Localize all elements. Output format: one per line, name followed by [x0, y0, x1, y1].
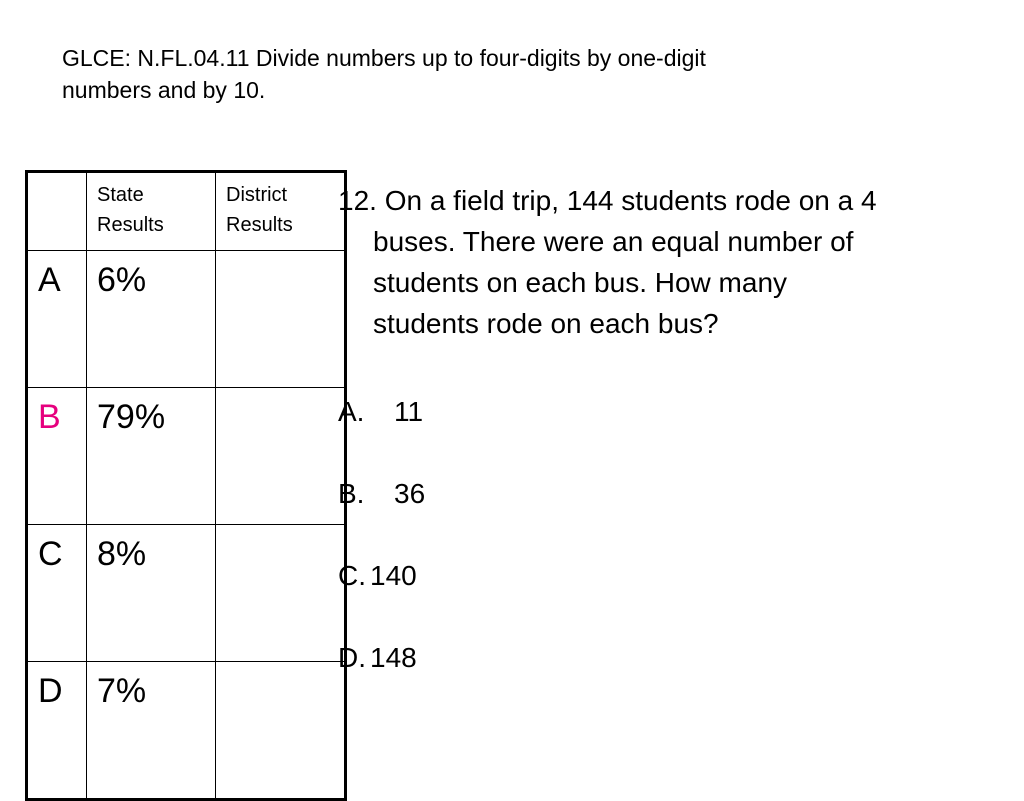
title-line-2: numbers and by 10. — [62, 77, 266, 103]
table-row — [27, 525, 346, 662]
answer-letter: D. — [338, 642, 366, 673]
answer-letter: B. — [338, 478, 365, 509]
question-line-4: students rode on each bus? — [373, 308, 719, 339]
answer-letter: C. — [338, 560, 366, 591]
answer-value: 148 — [370, 642, 417, 673]
question-line-3: students on each bus. How many — [373, 267, 788, 298]
question-text — [338, 180, 1008, 344]
page-title — [62, 42, 922, 106]
table-row — [27, 388, 346, 525]
district-result-d — [216, 662, 346, 800]
question-line-2: buses. There were an equal number of — [373, 226, 854, 257]
district-result-b — [216, 388, 346, 525]
question-line-1: 12. On a field trip, 144 students rode on a 4 — [338, 185, 877, 216]
district-result-a — [216, 251, 346, 388]
header-empty-cell — [27, 172, 87, 251]
title-line-1: GLCE: N.FL.04.11 Divide numbers up to four-digits by one-digit — [62, 45, 706, 71]
table-row — [27, 251, 346, 388]
answer-choice-d — [338, 642, 425, 724]
state-result-b: 79% — [87, 388, 216, 525]
choice-letter-d: D — [27, 662, 87, 800]
table-header-row — [27, 172, 346, 251]
answer-choice-a — [338, 396, 425, 478]
answer-choice-c — [338, 560, 425, 642]
state-result-a: 6% — [87, 251, 216, 388]
state-result-d: 7% — [87, 662, 216, 800]
header-district-results: District Results — [216, 172, 346, 251]
answer-value: 11 — [394, 396, 424, 427]
district-result-c — [216, 525, 346, 662]
answer-choice-b — [338, 478, 425, 560]
answer-letter: A. — [338, 396, 365, 427]
header-state-results: State Results — [87, 172, 216, 251]
state-result-c: 8% — [87, 525, 216, 662]
answer-choices — [338, 396, 425, 724]
choice-letter-c: C — [27, 525, 87, 662]
table-row — [27, 662, 346, 800]
choice-letter-b: B — [27, 388, 87, 525]
answer-value: 36 — [394, 478, 426, 509]
choice-letter-a: A — [27, 251, 87, 388]
results-table — [25, 170, 347, 801]
answer-value: 140 — [370, 560, 417, 591]
